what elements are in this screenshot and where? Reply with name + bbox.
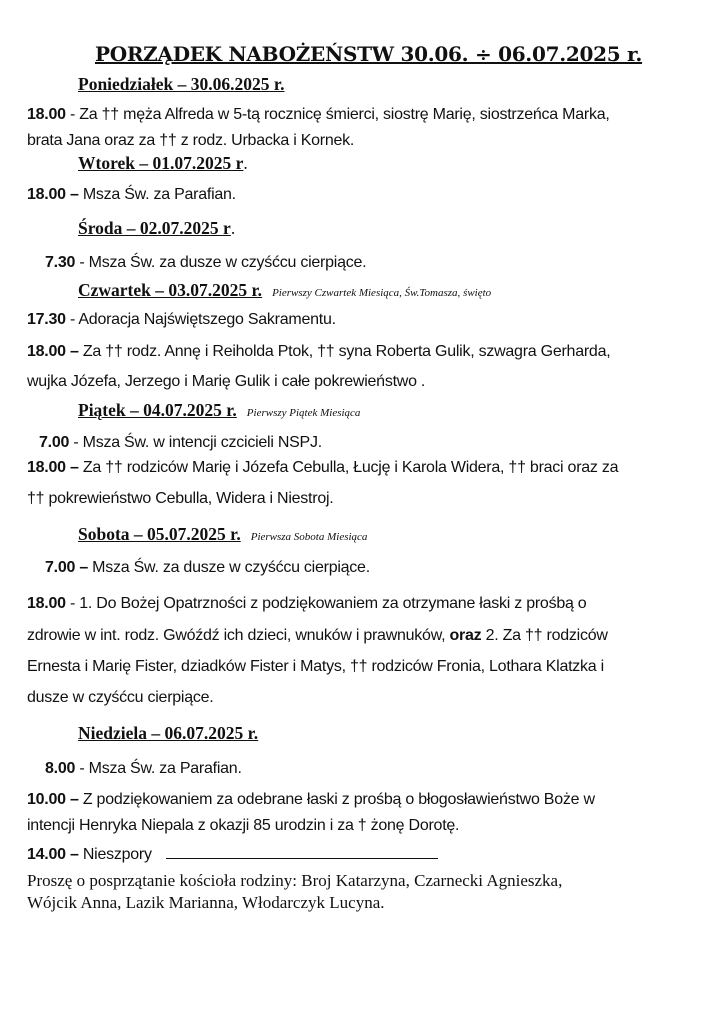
mass-time: 18.00 – [27, 459, 79, 476]
mass-entry-continued [27, 132, 354, 150]
day-note: Pierwszy Czwartek Miesiąca, Św.Tomasza, święto [272, 287, 492, 299]
mass-time: 18.00 [27, 106, 66, 123]
mass-entry [27, 343, 610, 361]
day-label: Wtorek – 01.07.2025 r [78, 153, 244, 173]
mass-entry [45, 254, 366, 272]
mass-intention: Za †† rodz. Annę i Reiholda Ptok, †† syna Roberta Gulik, szwagra Gerharda, [78, 343, 611, 360]
mass-intention: Msza Św. za Parafian. [78, 186, 236, 203]
mass-time: 7.00 – [45, 559, 88, 576]
mass-intention: Ernesta i Marię Fister, dziadków Fister i Matys, †† rodziców Fronia, Lothara Klatzka i [27, 658, 604, 675]
day-heading-wednesday [78, 218, 235, 239]
page-title: PORZĄDEK NABOŻEŃSTW 30.06. ÷ 06.07.2025 r. [95, 42, 643, 66]
cleaning-note-line: Wójcik Anna, Lazik Marianna, Włodarczyk Lucyna. [27, 893, 385, 912]
day-suffix: . [230, 218, 236, 238]
mass-entry-continued [27, 658, 604, 676]
mass-intention: intencji Henryka Niepala z okazji 85 urodzin i za † żonę Dorotę. [27, 817, 460, 834]
mass-intention: - Adoracja Najświętszego Sakramentu. [65, 311, 336, 328]
day-note: Pierwszy Piątek Miesiąca [246, 407, 361, 419]
mass-time: 17.30 [27, 311, 66, 328]
mass-intention: - 1. Do Bożej Opatrzności z podziękowaniem za otrzymane łaski z prośbą o [65, 595, 587, 612]
day-heading-sunday [78, 723, 258, 744]
cleaning-note-line: Proszę o posprzątanie kościoła rodziny: Broj Katarzyna, Czarnecki Agnieszka, [27, 871, 563, 890]
mass-intention: wujka Józefa, Jerzego i Marię Gulik i całe pokrewieństwo . [27, 373, 426, 390]
day-label: Poniedziałek – 30.06.2025 [78, 74, 270, 94]
mass-intention: - Msza Św. w intencji czcicieli NSPJ. [69, 434, 322, 451]
day-heading-monday [78, 74, 284, 95]
mass-time: 10.00 – [27, 791, 79, 808]
mass-intention: Msza Św. za dusze w czyśćcu cierpiące. [87, 559, 370, 576]
mass-intention: 2. Za †† rodziców [481, 627, 608, 644]
mass-entry-continued [27, 689, 213, 707]
mass-entry [27, 459, 618, 477]
day-label: Czwartek – 03.07.2025 r. [78, 280, 263, 300]
mass-time: 18.00 – [27, 186, 79, 203]
day-label: Piątek – 04.07.2025 r. [78, 400, 237, 420]
mass-intention: Z podziękowaniem za odebrane łaski z prośbą o błogosławieństwo Boże w [78, 791, 595, 808]
mass-time: 18.00 – [27, 343, 79, 360]
mass-intention: Za †† rodziców Marię i Józefa Cebulla, Łucję i Karola Widera, †† braci oraz za [78, 459, 619, 476]
mass-entry [45, 760, 242, 778]
blank-rule [166, 843, 438, 859]
mass-intention: Nieszpory [78, 846, 152, 863]
mass-time: 7.30 [45, 254, 76, 271]
day-label: Niedziela – 06.07.2025 r. [78, 723, 259, 743]
day-heading-thursday [78, 280, 491, 301]
mass-entry [27, 106, 610, 124]
day-suffix: r. [269, 74, 285, 94]
mass-intention: dusze w czyśćcu cierpiące. [27, 689, 214, 706]
mass-conjunction: oraz [449, 627, 482, 644]
mass-entry [27, 595, 586, 613]
mass-entry-continued [27, 817, 459, 835]
mass-entry-continued [27, 490, 333, 508]
mass-entry [27, 311, 336, 329]
mass-time: 18.00 [27, 595, 66, 612]
mass-intention: - Msza Św. za Parafian. [75, 760, 242, 777]
mass-intention: †† pokrewieństwo Cebulla, Widera i Niestroj. [27, 490, 334, 507]
mass-intention: zdrowie w int. rodz. Gwóźdź ich dzieci, wnuków i prawnuków, [27, 627, 450, 644]
mass-entry [27, 186, 236, 204]
mass-intention: - Za †† męża Alfreda w 5-tą rocznicę śmierci, siostrę Marię, siostrzeńca Marka, [65, 106, 610, 123]
mass-entry [45, 559, 370, 577]
day-heading-saturday [78, 524, 367, 545]
mass-entry [27, 791, 595, 809]
mass-time: 8.00 [45, 760, 76, 777]
day-heading-friday [78, 400, 360, 421]
mass-entry [39, 434, 322, 452]
day-suffix: . [243, 153, 248, 173]
mass-time: 7.00 [39, 434, 70, 451]
mass-entry [27, 843, 438, 864]
day-label: Środa – 02.07.2025 r [78, 218, 231, 238]
day-heading-tuesday [78, 153, 248, 174]
mass-intention: - Msza Św. za dusze w czyśćcu cierpiące. [75, 254, 367, 271]
mass-entry-continued [27, 373, 425, 391]
mass-entry-continued [27, 627, 608, 645]
day-label: Sobota – 05.07.2025 r. [78, 524, 241, 544]
mass-time: 14.00 – [27, 846, 79, 863]
day-note: Pierwsza Sobota Miesiąca [250, 531, 368, 543]
mass-intention: brata Jana oraz za †† z rodz. Urbacka i Kornek. [27, 132, 355, 149]
